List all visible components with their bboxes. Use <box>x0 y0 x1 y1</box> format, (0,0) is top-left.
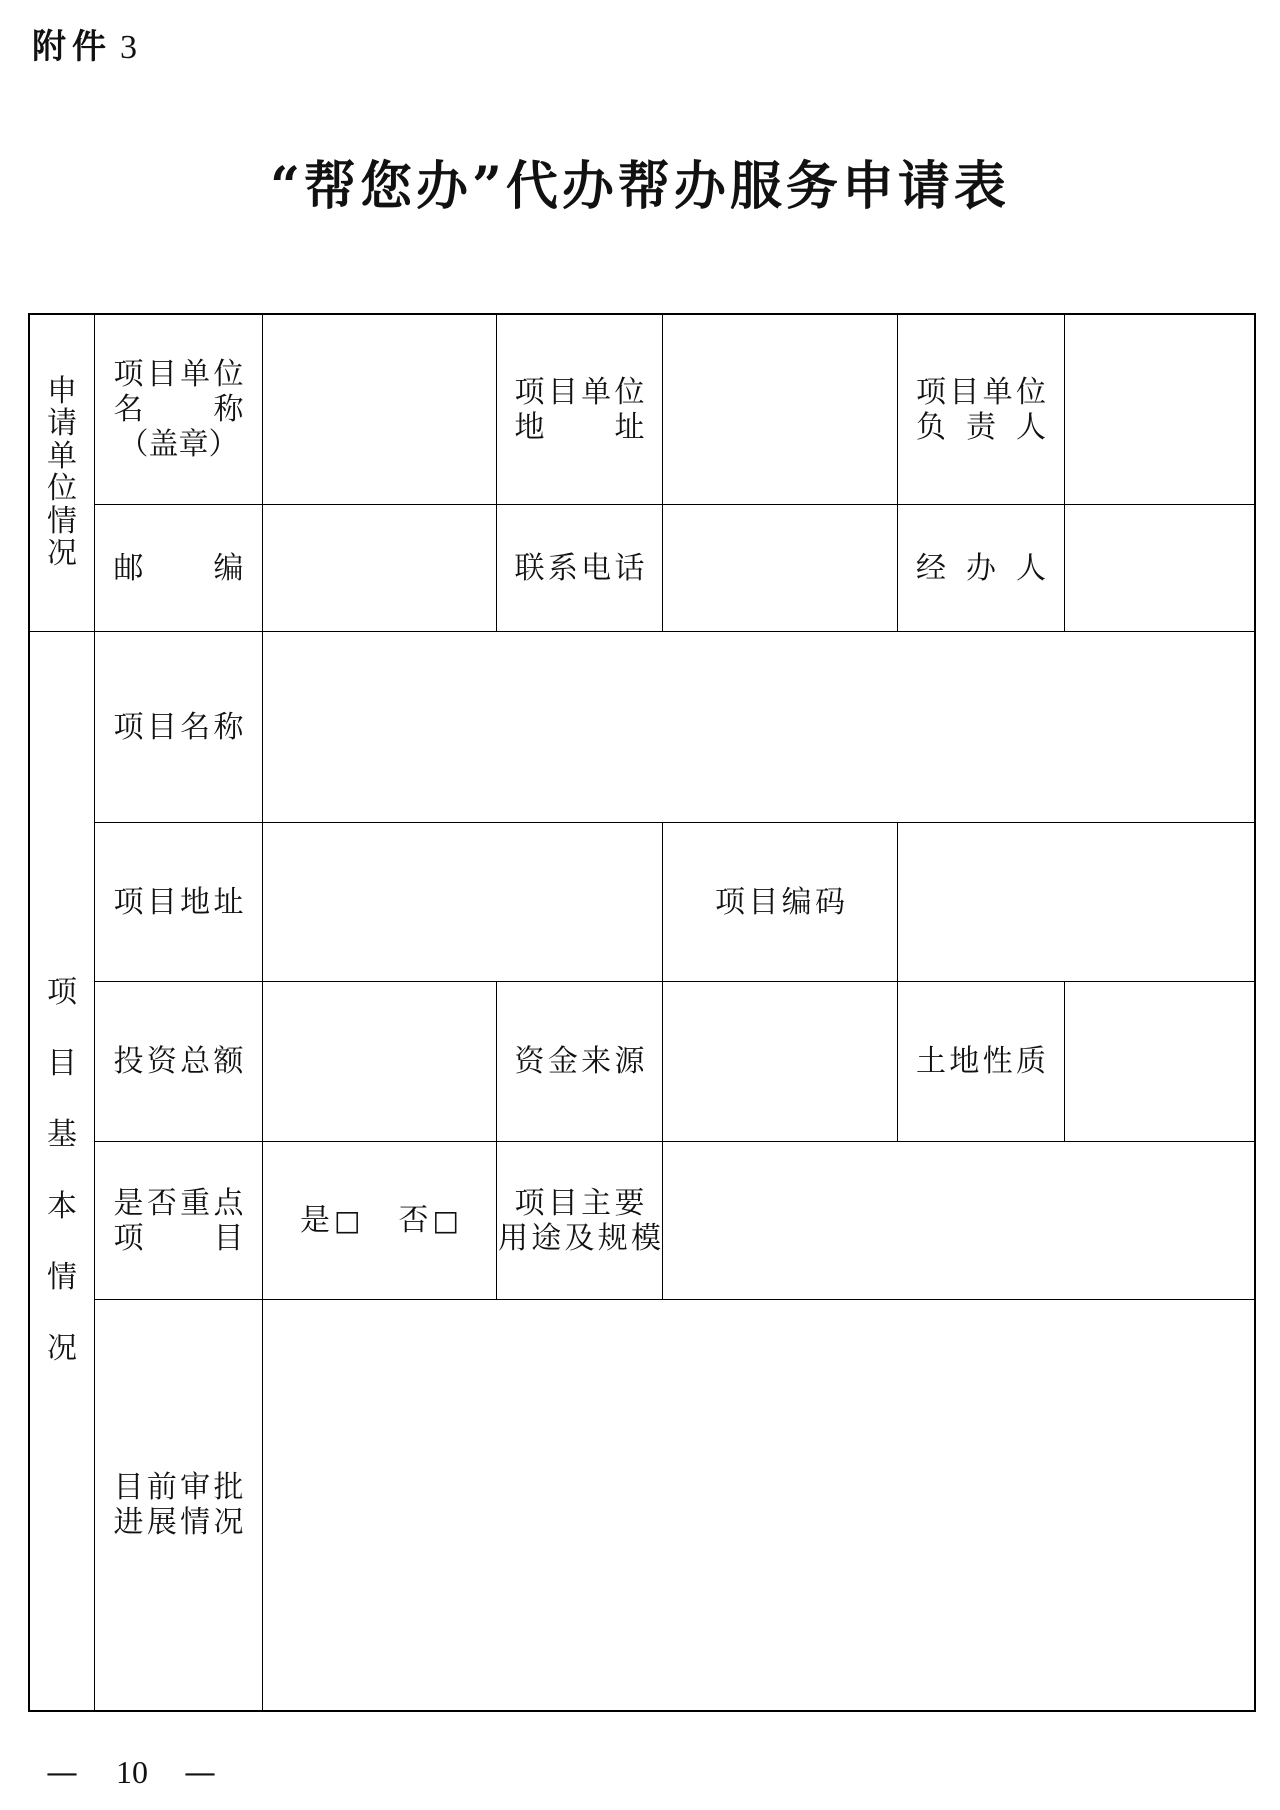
label-char: 地 <box>180 884 211 920</box>
label-char: 批 <box>213 1470 244 1505</box>
label-char: 目 <box>547 1185 578 1221</box>
label-char: 目 <box>113 1470 144 1505</box>
label-char: 土 <box>916 1044 946 1079</box>
project-name-label <box>114 710 244 745</box>
key-project-options <box>263 1142 496 1299</box>
label-char: 资 <box>146 1044 177 1079</box>
label-char: 情 <box>47 503 77 539</box>
label-char: 经 <box>916 550 946 586</box>
approval-progress-label-cell <box>95 1300 262 1710</box>
unit-address-label-line2 <box>515 410 645 445</box>
label-char: 目 <box>146 357 177 392</box>
funding-source-field[interactable] <box>663 982 897 1141</box>
label-char: 责 <box>966 409 996 445</box>
label-char: 投 <box>113 1044 144 1079</box>
postcode-label <box>114 551 244 586</box>
approval-progress-label <box>114 1470 244 1540</box>
label-char: 项 <box>514 374 545 410</box>
label-char: 位 <box>614 374 645 410</box>
label-char: 办 <box>966 550 996 586</box>
project-address-label <box>114 885 244 920</box>
unit-leader-label-line2 <box>916 410 1046 445</box>
label-char: 编 <box>213 550 244 586</box>
unit-name-label <box>114 357 244 462</box>
handler-label-cell <box>898 505 1064 631</box>
phone-label <box>515 551 645 586</box>
postcode-field[interactable] <box>263 505 496 631</box>
label-char: 目 <box>146 709 177 745</box>
label-char: 本 <box>47 1188 77 1224</box>
unit-name-label-line2 <box>114 392 244 427</box>
label-char: 来 <box>581 1044 612 1079</box>
postcode-label-cell <box>95 505 262 631</box>
unit-address-field[interactable] <box>663 315 897 504</box>
land-nature-field[interactable] <box>1065 982 1254 1141</box>
label-char: 码 <box>814 884 845 920</box>
label-char: 性 <box>982 1044 1013 1079</box>
label-char: 项 <box>113 1220 144 1256</box>
label-char: 审 <box>180 1470 211 1505</box>
page-title: “帮您办”代办帮办服务申请表 <box>270 156 1010 217</box>
applicant-section-label <box>46 374 78 571</box>
label-char: 前 <box>146 1470 177 1505</box>
label-char: 源 <box>614 1044 645 1079</box>
page-number: 10 <box>116 1754 148 1790</box>
project-code-label <box>715 885 845 920</box>
unit-name-label-line1 <box>114 357 244 392</box>
investment-field[interactable] <box>263 982 496 1141</box>
application-form-table <box>28 313 1256 1712</box>
label-char: 项 <box>113 709 144 745</box>
label-char: 单 <box>581 374 612 410</box>
label-char: 目 <box>213 1220 244 1256</box>
unit-name-label-cell <box>95 315 262 504</box>
label-char: 金 <box>547 1044 578 1079</box>
unit-name-field[interactable] <box>263 315 496 504</box>
label-char: 模 <box>631 1220 661 1256</box>
footer-dash-right: — <box>184 1753 216 1791</box>
phone-label-cell <box>497 505 662 631</box>
label-char: 要 <box>614 1185 645 1221</box>
usage-scale-field[interactable] <box>663 1142 1254 1299</box>
unit-leader-label-line1 <box>916 375 1046 410</box>
label-char: 人 <box>1016 550 1046 586</box>
label-char: 主 <box>581 1185 612 1221</box>
handler-field[interactable] <box>1065 505 1254 631</box>
label-char: 负 <box>916 409 946 445</box>
unit-leader-label-cell <box>898 315 1064 504</box>
usage-scale-label <box>498 1186 661 1256</box>
approval-progress-label-line1 <box>114 1470 244 1505</box>
approval-progress-field[interactable] <box>263 1300 1254 1710</box>
project-address-label-cell <box>95 823 262 981</box>
label-char: 规 <box>597 1220 628 1256</box>
label-char: 资 <box>514 1044 545 1079</box>
key-project-label-line1 <box>114 1186 244 1221</box>
key-project-label <box>114 1186 244 1256</box>
land-nature-label-cell <box>898 982 1064 1141</box>
applicant-section-header <box>30 315 94 631</box>
label-char: 进 <box>113 1505 144 1540</box>
key-project-yes-label: 是 <box>300 1202 331 1238</box>
project-code-label-cell <box>663 823 897 981</box>
label-char: 项 <box>916 374 946 410</box>
label-char: 重 <box>180 1185 211 1221</box>
usage-scale-label-line2 <box>498 1221 661 1256</box>
label-char: 目 <box>47 1045 77 1081</box>
unit-address-label-cell <box>497 315 662 504</box>
unit-address-label <box>515 375 645 445</box>
label-char: 单 <box>47 438 77 474</box>
label-char: 额 <box>213 1044 244 1079</box>
label-char: 单 <box>982 374 1013 410</box>
label-char: 情 <box>47 1260 77 1296</box>
label-char: 目 <box>146 884 177 920</box>
label-char: 单 <box>180 357 211 392</box>
project-address-field[interactable] <box>263 823 662 981</box>
label-char: 人 <box>1016 409 1046 445</box>
label-char: 电 <box>581 550 612 586</box>
label-char: 话 <box>614 550 645 586</box>
attachment-header <box>32 27 137 67</box>
label-char: 点 <box>213 1185 244 1221</box>
label-char: 况 <box>47 1331 77 1367</box>
attachment-label: 附件 <box>32 27 112 67</box>
key-project-yes-checkbox[interactable]: □ <box>334 1203 361 1237</box>
label-char: 请 <box>47 406 77 442</box>
label-char: 况 <box>47 535 77 571</box>
label-char: 展 <box>146 1505 177 1540</box>
label-char: 质 <box>1015 1044 1046 1079</box>
label-char: 基 <box>47 1117 77 1153</box>
label-char: 系 <box>547 550 578 586</box>
label-char: 位 <box>47 471 77 507</box>
label-char: 目 <box>547 374 578 410</box>
label-char: 申 <box>47 374 77 409</box>
label-char: 目 <box>949 374 980 410</box>
label-char: 及 <box>564 1220 595 1256</box>
label-char: 名 <box>113 392 144 427</box>
attachment-number: 3 <box>120 29 137 66</box>
investment-label <box>114 1044 244 1079</box>
label-char: 邮 <box>113 550 144 586</box>
label-char: 用 <box>498 1220 528 1256</box>
label-char: 址 <box>614 409 645 445</box>
label-char: 位 <box>213 357 244 392</box>
label-char: 项 <box>514 1185 545 1221</box>
key-project-no-checkbox[interactable]: □ <box>432 1203 459 1237</box>
phone-field[interactable] <box>663 505 897 631</box>
label-char: 情 <box>180 1505 211 1540</box>
label-char: 是 <box>113 1185 144 1221</box>
usage-scale-label-cell <box>497 1142 662 1299</box>
label-char: 联 <box>514 550 545 586</box>
key-project-checkbox-group <box>300 1203 459 1239</box>
land-nature-label <box>916 1044 1046 1079</box>
key-project-label-line2 <box>114 1221 244 1256</box>
handler-label <box>916 551 1046 586</box>
label-char: 称 <box>213 709 244 745</box>
project-section-label <box>46 974 78 1367</box>
label-char: 项 <box>47 974 77 1010</box>
label-char: 总 <box>180 1044 211 1079</box>
label-char: 途 <box>531 1220 562 1256</box>
project-name-label-cell <box>95 632 262 822</box>
footer-dash-left: — <box>46 1753 78 1791</box>
label-char: 否 <box>146 1185 177 1221</box>
label-char: 项 <box>113 357 144 392</box>
label-char: 地 <box>949 1044 980 1079</box>
project-name-field[interactable] <box>263 632 1254 822</box>
usage-scale-label-line1 <box>515 1186 645 1221</box>
unit-leader-label <box>916 375 1046 445</box>
unit-name-label-line3: （盖章） <box>118 427 239 462</box>
project-section-header <box>30 632 94 1710</box>
label-char: 称 <box>213 392 244 427</box>
unit-address-label-line1 <box>515 375 645 410</box>
investment-label-cell <box>95 982 262 1141</box>
funding-source-label <box>515 1044 645 1079</box>
project-code-field[interactable] <box>898 823 1254 981</box>
approval-progress-label-line2 <box>114 1505 244 1540</box>
key-project-label-cell <box>95 1142 262 1299</box>
label-char: 项 <box>113 884 144 920</box>
funding-source-label-cell <box>497 982 662 1141</box>
label-char: 项 <box>715 884 745 920</box>
label-char: 址 <box>213 884 244 920</box>
label-char: 地 <box>514 409 545 445</box>
key-project-no-label: 否 <box>398 1202 429 1238</box>
label-char: 况 <box>213 1505 244 1540</box>
unit-leader-field[interactable] <box>1065 315 1254 504</box>
label-char: 编 <box>781 884 812 920</box>
label-char: 目 <box>748 884 779 920</box>
label-char: 名 <box>180 709 211 745</box>
label-char: 位 <box>1015 374 1046 410</box>
page-footer <box>46 1752 216 1792</box>
